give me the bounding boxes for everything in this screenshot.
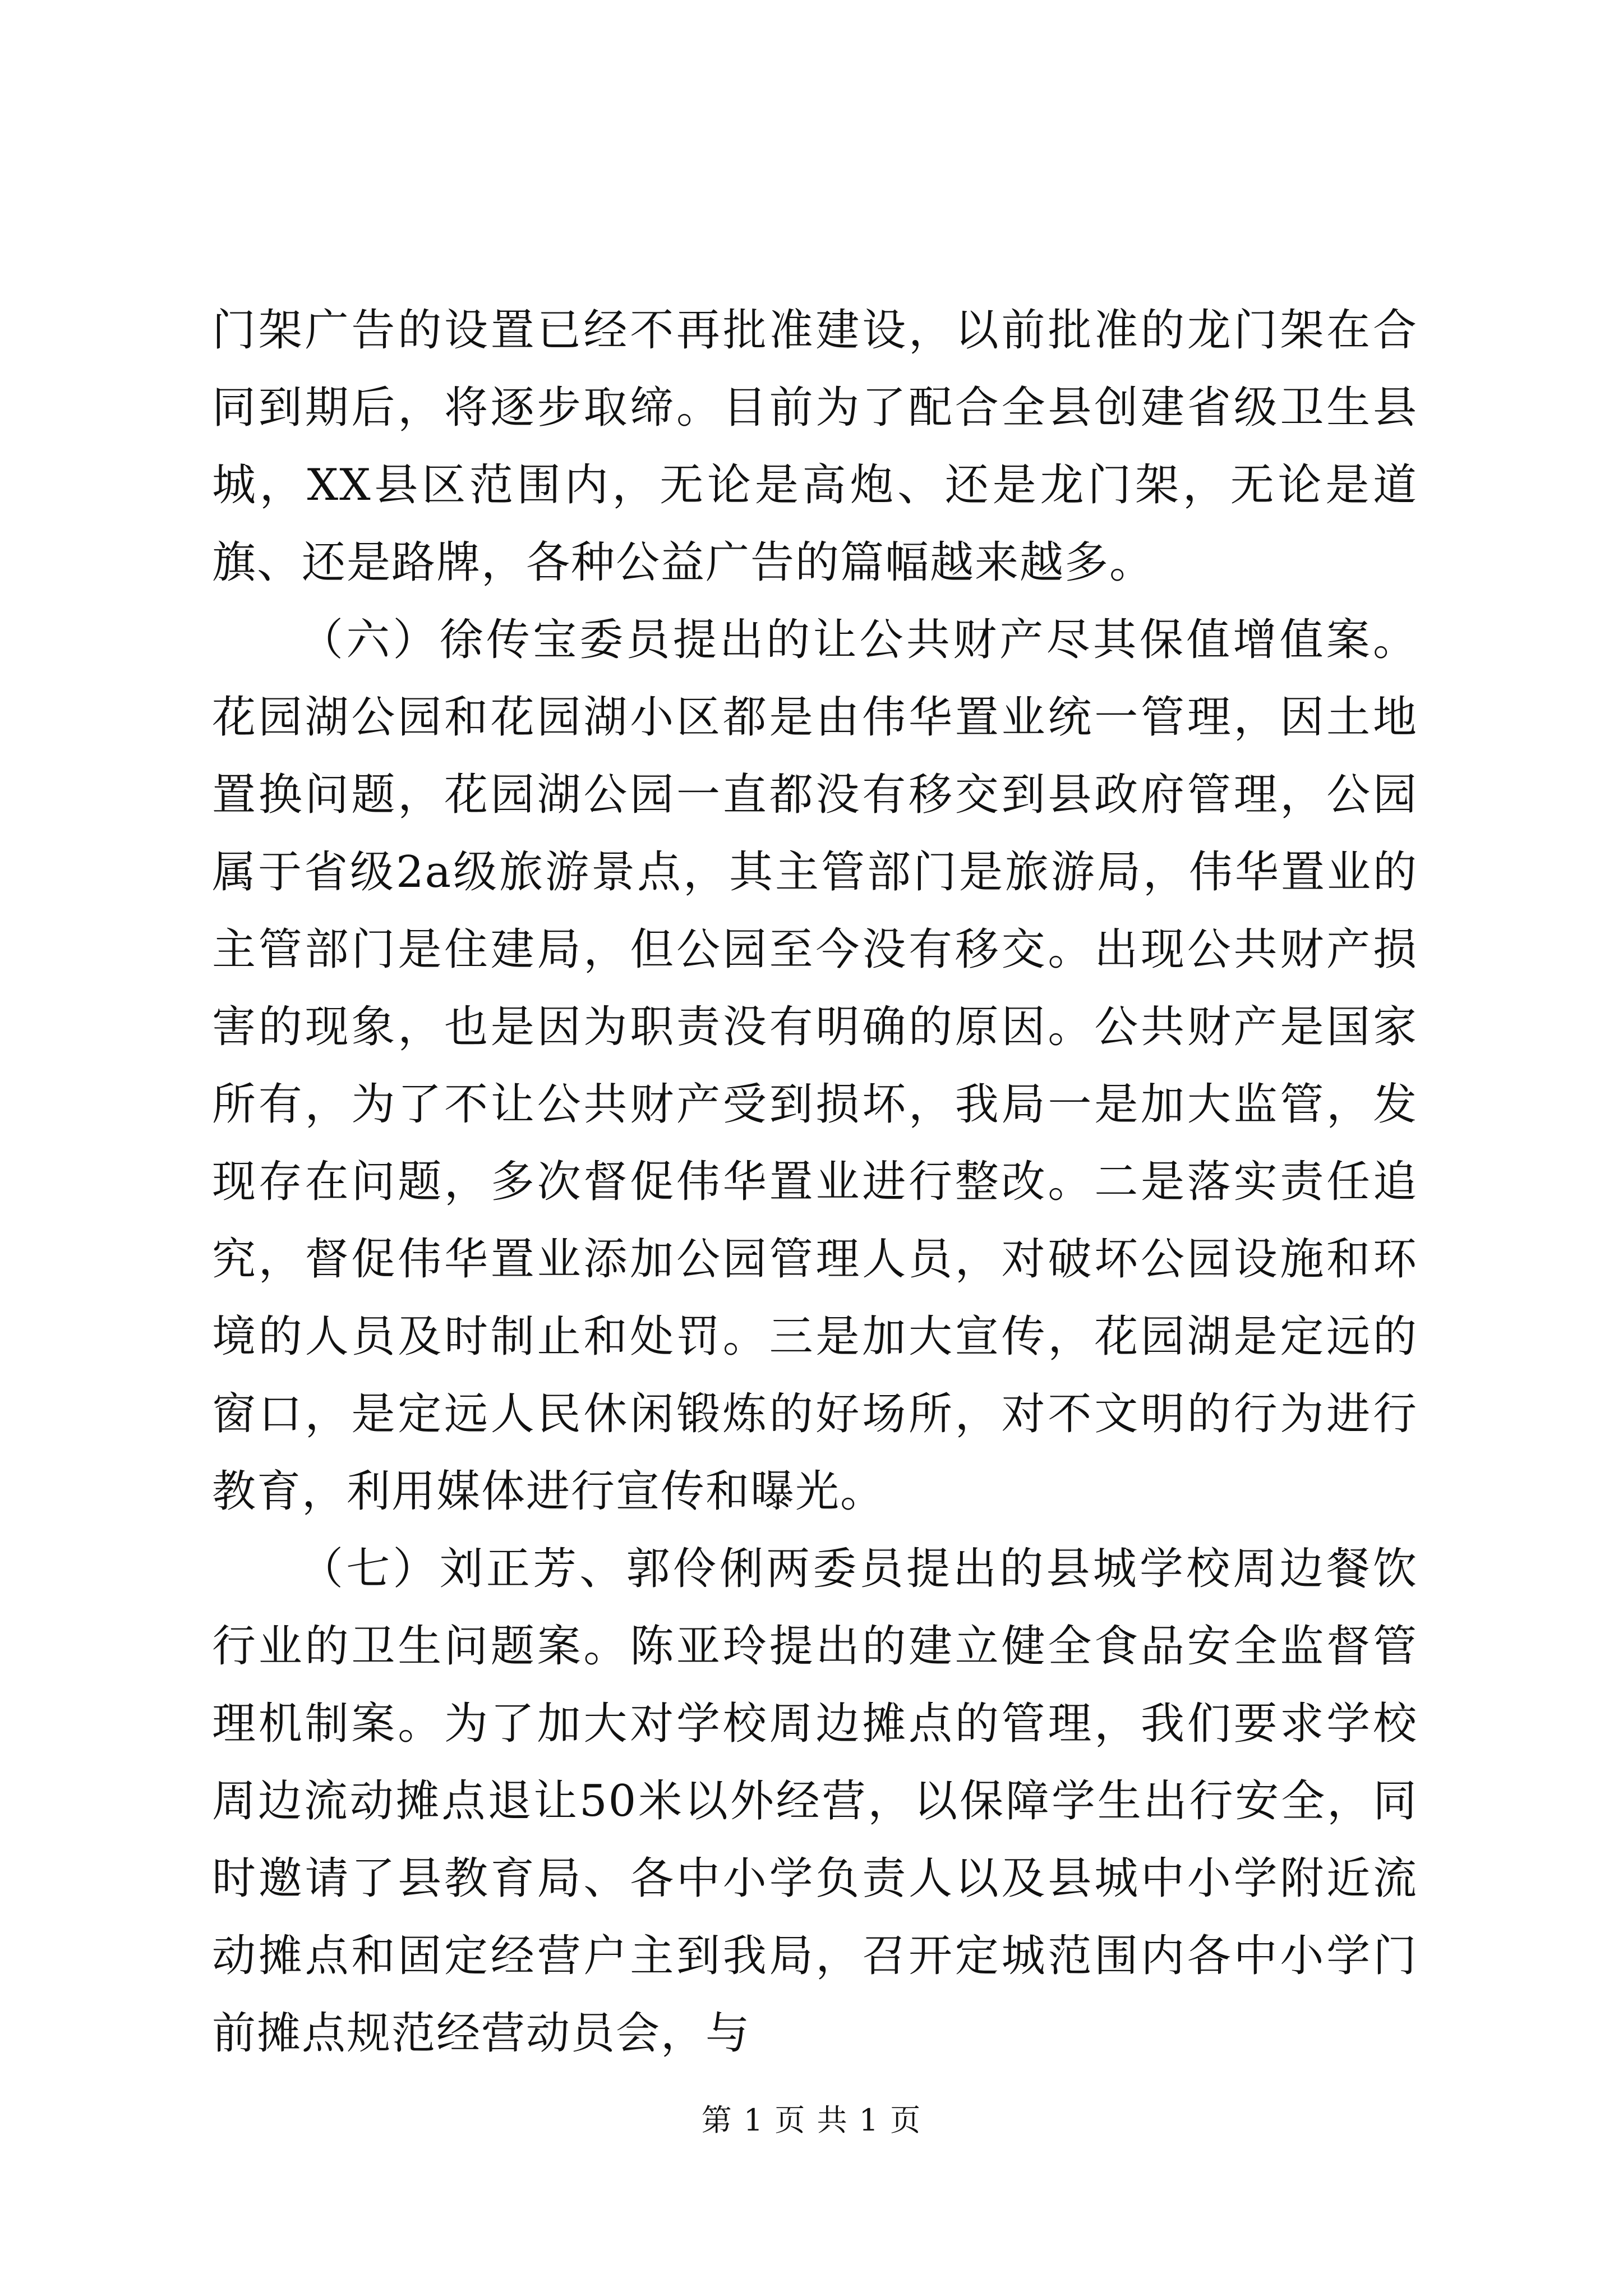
page-number-label: 第 1 页 共 1 页 [701,2102,922,2138]
page-footer [0,2101,1623,2140]
paragraph-item-six: （六）徐传宝委员提出的让公共财产尽其保值增值案。花园湖公园和花园湖小区都是由伟华置业统一管理，因土地置换问题，花园湖公园一直都没有移交到县政府管理，公园属于省级2a级旅游景点，其主管部门是旅游局，伟华置业的主管部门是住建局，但公园至今没有移交。出现公共财产损害的现象，也是因为职责没有明确的原因。公共财产是国家所有，为了不让公共财产受到损坏，我局一是加大监管，发现存在问题，多次督促伟华置业进行整改。二是落实责任追究，督促伟华置业添加公园管理人员，对破坏公园设施和环境的人员及时制止和处罚。三是加大宣传，花园湖是定远的窗口，是定远人民休闲锻炼的好场所，对不文明的行为进行教育，利用媒体进行宣传和曝光。 [212,615,1418,1517]
paragraph-continued: 门架广告的设置已经不再批准建设，以前批准的龙门架在合同到期后，将逐步取缔。目前为了配合全县创建省级卫生县城，XX县区范围内，无论是高炮、还是龙门架，无论是道旗、还是路牌，各种公益广告的篇幅越来越多。 [212,305,1418,588]
document-body [212,292,1418,2072]
paragraph-item-seven: （七）刘正芳、郭伶俐两委员提出的县城学校周边餐饮行业的卫生问题案。陈亚玲提出的建立健全食品安全监督管理机制案。为了加大对学校周边摊点的管理，我们要求学校周边流动摊点退让50米以外经营，以保障学生出行安全，同时邀请了县教育局、各中小学负责人以及县城中小学附近流动摊点和固定经营户主到我局，召开定城范围内各中小学门前摊点规范经营动员会，与 [212,1544,1418,2059]
